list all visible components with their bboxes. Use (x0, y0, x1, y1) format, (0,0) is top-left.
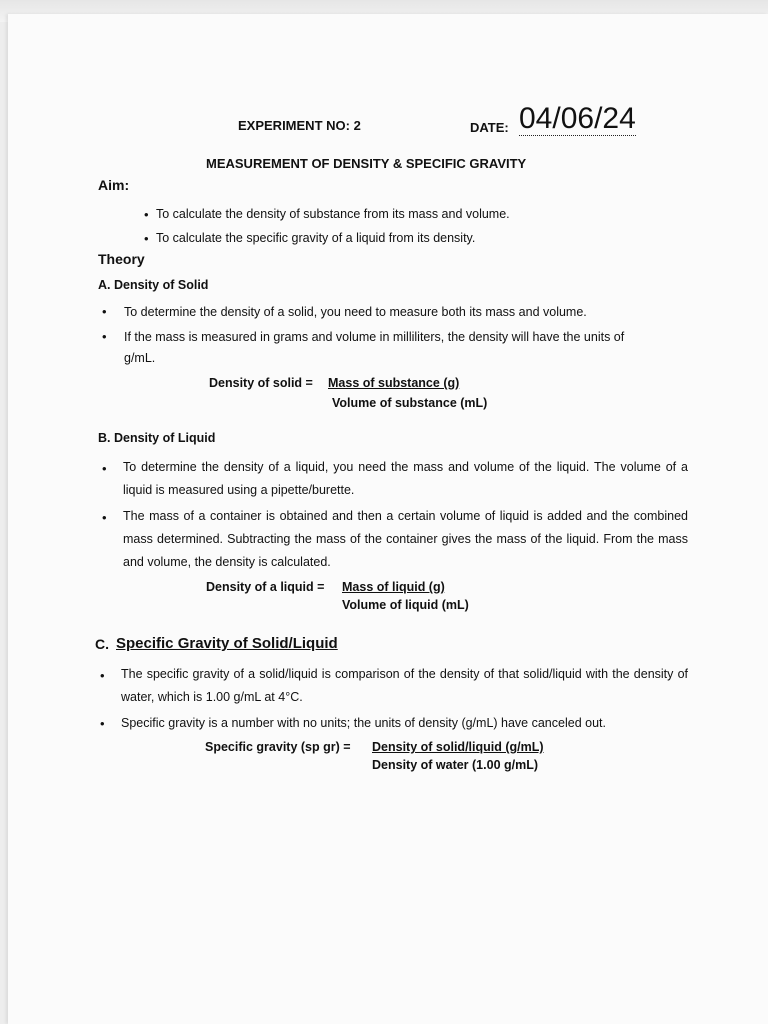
bullet-icon: • (102, 329, 107, 344)
bullet-icon: • (102, 510, 107, 525)
section-c-letter: C. (95, 636, 109, 652)
formula-numerator: Mass of substance (g) (328, 376, 460, 390)
section-b-heading: B. Density of Liquid (98, 431, 216, 445)
formula-denominator: Volume of liquid (mL) (342, 598, 469, 612)
date-label: DATE: (470, 120, 509, 135)
section-c-bullet: The specific gravity of a solid/liquid is comparison of the density of that solid/liquid with the density of water, which is 1.00 g/mL at 4°C. (121, 667, 688, 704)
formula-denominator: Volume of substance (mL) (332, 396, 488, 410)
formula-label: Density of solid = (209, 376, 313, 390)
section-a-bullet-continued: g/mL. (124, 351, 156, 365)
section-c-bullet: Specific gravity is a number with no units; the units of density (g/mL) have canceled out. (121, 716, 606, 730)
formula-label: Specific gravity (sp gr) = (205, 740, 351, 754)
aim-heading: Aim: (98, 177, 130, 193)
formula-numerator: Mass of liquid (g) (342, 580, 445, 594)
theory-heading: Theory (98, 251, 145, 267)
section-b-bullet: The mass of a container is obtained and then a certain volume of liquid is added and the combined mass determined. Subtracting the mass of the container gives the mass of the liquid. From the mass and volume, the density is calculated. (123, 509, 688, 569)
bullet-icon: • (144, 207, 149, 222)
section-c-heading: Specific Gravity of Solid/Liquid (116, 635, 338, 652)
document-title: MEASUREMENT OF DENSITY & SPECIFIC GRAVITY (206, 156, 527, 171)
bullet-icon: • (102, 461, 107, 476)
formula-label: Density of a liquid = (206, 580, 325, 594)
aim-item: To calculate the specific gravity of a liquid from its density. (156, 231, 476, 245)
bullet-icon: • (102, 304, 107, 319)
bullet-icon: • (144, 231, 149, 246)
formula-denominator: Density of water (1.00 g/mL) (372, 758, 539, 772)
experiment-number: EXPERIMENT NO: 2 (238, 118, 361, 133)
section-a-heading: A. Density of Solid (98, 278, 209, 292)
formula-numerator: Density of solid/liquid (g/mL) (372, 740, 544, 754)
section-a-bullet: If the mass is measured in grams and volume in milliliters, the density will have the units of (124, 330, 625, 344)
bullet-icon: • (100, 716, 105, 731)
date-value: 04/06/24 (519, 102, 636, 135)
bullet-icon: • (100, 668, 105, 683)
section-a-bullet: To determine the density of a solid, you need to measure both its mass and volume. (124, 305, 587, 319)
section-b-bullet: To determine the density of a liquid, you need the mass and volume of the liquid. The volume of a liquid is measured using a pipette/burette. (123, 460, 688, 497)
aim-item: To calculate the density of substance from its mass and volume. (156, 207, 510, 221)
